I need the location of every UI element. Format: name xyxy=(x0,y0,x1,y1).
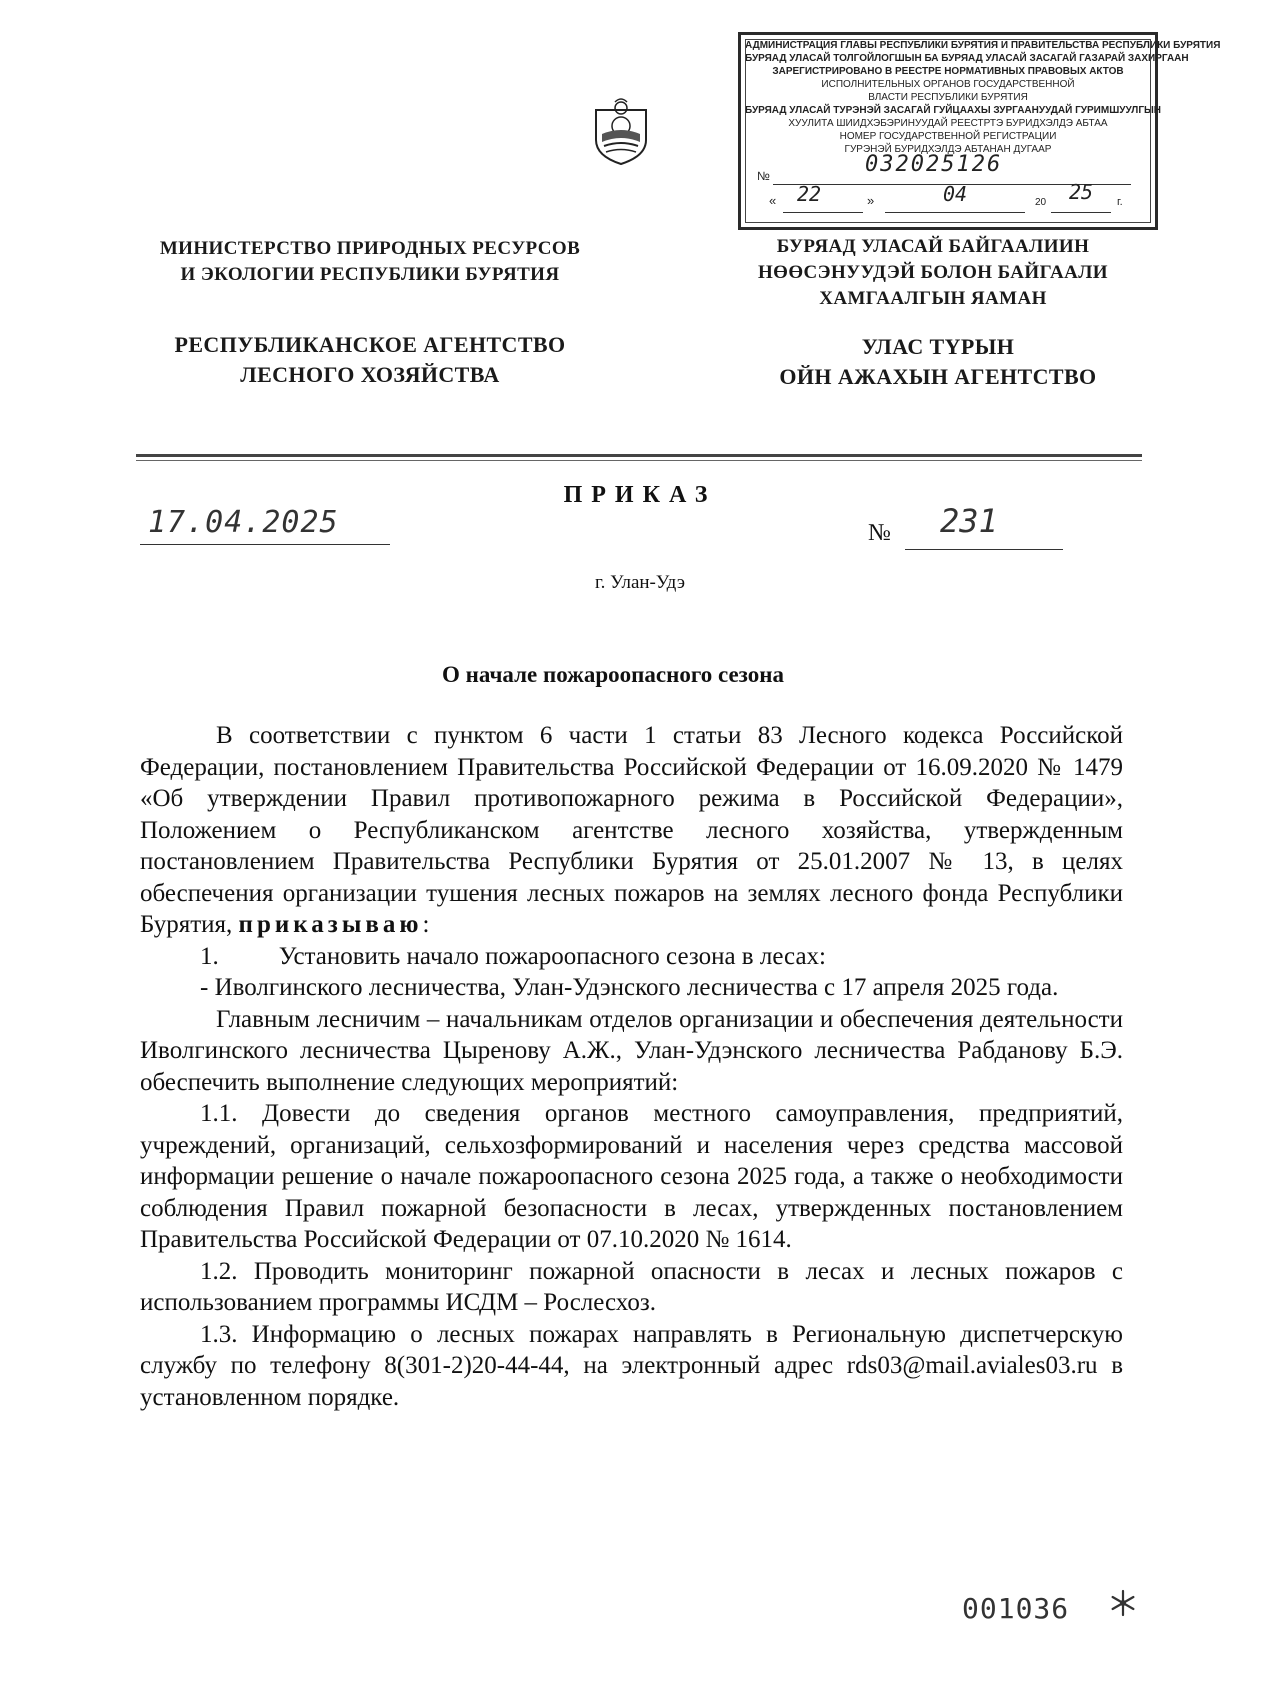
registration-stamp xyxy=(738,32,1221,230)
document-serial-number: 001036 xyxy=(962,1592,1070,1625)
stamp-date-year: 25 xyxy=(1069,180,1094,204)
stamp-date-month: 04 xyxy=(943,182,968,206)
stamp-registration-number: 032025126 xyxy=(865,152,1003,177)
ministry-name-ru: МИНИСТЕРСТВО ПРИРОДНЫХ РЕСУРСОВ И ЭКОЛОГИИ РЕСПУБЛИКИ БУРЯТИЯ xyxy=(159,238,581,285)
item-1-number: 1. xyxy=(200,942,219,970)
order-colon: : xyxy=(422,911,430,938)
chiefs-paragraph: Главным лесничим – начальникам отделов организации и обеспечения деятельности Иволгинского лесничества Цыренову А.Ж., Улан-Удэнского лесничества Рабданову Б.Э. обеспечить выполнение следующих мероприятий: xyxy=(140,1005,1123,1096)
item-1-text: Установить начало пожароопасного сезона в лесах: xyxy=(278,942,827,970)
stamp-date-row xyxy=(745,180,1151,216)
stamp-line: НОМЕР ГОСУДАРСТВЕННОЙ РЕГИСТРАЦИИ xyxy=(839,131,1057,142)
order-number-line xyxy=(905,549,1063,550)
preamble-paragraph xyxy=(140,720,1123,941)
order-number: 231 xyxy=(940,502,998,540)
order-body xyxy=(140,720,1123,1413)
stamp-line: ИСПОЛНИТЕЛЬНЫХ ОРГАНОВ ГОСУДАРСТВЕННОЙ xyxy=(821,79,1075,90)
stamp-date-open: « xyxy=(769,193,777,208)
order-date: 17.04.2025 xyxy=(148,505,339,540)
header-rule-thin xyxy=(136,460,1142,461)
order-subject: О начале пожароопасного сезона xyxy=(441,662,785,687)
buryatia-emblem-icon xyxy=(592,96,650,166)
order-date-line xyxy=(140,544,390,545)
stamp-date-close: » xyxy=(867,193,875,208)
item-1-2: 1.2. Проводить мониторинг пожарной опасности в лесах и лесных пожаров с использованием программы ИСДМ – Рослесхоз. xyxy=(140,1257,1123,1316)
document-title: ПРИКАЗ xyxy=(563,482,717,508)
stamp-line: ГУРЭНЭЙ БУРИДХЭЛДЭ АБТАНАН ДУГААР xyxy=(844,144,1052,155)
stamp-number-label: № xyxy=(757,169,770,183)
item-1 xyxy=(140,941,1123,973)
order-word: приказываю xyxy=(238,911,423,938)
order-number-label: № xyxy=(868,520,891,546)
preamble-text: В соответствии с пунктом 6 части 1 статьи 83 Лесного кодекса Российской Федерации, постановлением Правительства Российской Федерации от 16.09.2020 № 1479 «Об утверждении Правил противопожарного режима в Российской Федерации», Положением о Республиканском агентстве лесного хозяйства, утвержденным постановлением Правительства Республики Бурятия от 25.01.2007 № 13, в целях обеспечения организации тушения лесных пожаров на землях лесного фонда Республики Бурятия, xyxy=(140,722,1123,938)
stamp-line: АДМИНИСТРАЦИЯ ГЛАВЫ РЕСПУБЛИКИ БУРЯТИЯ И ПРАВИТЕЛЬСТВА РЕСПУБЛИКИ БУРЯТИЯ xyxy=(745,40,1221,51)
item-1-sub: - Иволгинского лесничества, Улан-Удэнского лесничества с 17 апреля 2025 года. xyxy=(200,974,1059,1001)
stamp-number-row xyxy=(745,152,1151,188)
stamp-date-suffix: г. xyxy=(1117,196,1123,208)
order-city: г. Улан-Удэ xyxy=(595,572,685,593)
agency-name-ru: РЕСПУБЛИКАНСКОЕ АГЕНТСТВО ЛЕСНОГО ХОЗЯЙСТВА xyxy=(174,332,566,387)
item-1-3: 1.3. Информацию о лесных пожарах направлять в Региональную диспетчерскую службу по телефону 8(301-2)20-44-44, на электронный адрес rds03@mail.aviales03.ru в установленном порядке. xyxy=(140,1320,1123,1411)
stamp-line: ЗАРЕГИСТРИРОВАНО В РЕЕСТРЕ НОРМАТИВНЫХ ПРАВОВЫХ АКТОВ xyxy=(772,66,1124,77)
ministry-name-bua: БУРЯАД УЛАСАЙ БАЙГААЛИИН НӨӨСЭНУУДЭЙ БОЛОН БАЙГААЛИ ХАМГААЛГЫН ЯАМАН xyxy=(758,236,1108,309)
item-1-1: 1.1. Довести до сведения органов местного самоуправления, предприятий, учреждений, организаций, сельхозформирований и населения через средства массовой информации решение о начале пожароопасного сезона 2025 года, а также о необходимости соблюдения Правил пожарной безопасности в лесах, утвержденных постановлением Правительства Российской Федерации от 07.10.2020 № 1614. xyxy=(140,1100,1123,1253)
header-rule xyxy=(136,454,1142,457)
stamp-date-day: 22 xyxy=(797,182,822,206)
stamp-line: БУРЯАД УЛАСАЙ ТОЛГОЙЛОГШЫН БА БУРЯАД УЛАСАЙ ЗАСАГАЙ ГАЗАРАЙ ЗАХИРГААН xyxy=(745,53,1189,64)
stamp-line: ХУУЛИТА ШИИДХЭБЭРИНУУДАЙ РЕЕСТРТЭ БУРИДХЭЛДЭ АБТАА xyxy=(788,118,1108,129)
snowflake-mark-icon xyxy=(1108,1588,1138,1618)
stamp-line: ВЛАСТИ РЕСПУБЛИКИ БУРЯТИЯ xyxy=(868,92,1028,103)
agency-name-bua: УЛАС ТҮРЫН ОЙН АЖАХЫН АГЕНТСТВО xyxy=(779,334,1097,389)
stamp-date-century: 20 xyxy=(1035,197,1047,208)
stamp-line: БУРЯАД УЛАСАЙ ТУРЭНЭЙ ЗАСАГАЙ ГУЙЦААХЫ ЗУРГААНУУДАЙ ГУРИМШУУЛГЫН xyxy=(745,105,1161,116)
